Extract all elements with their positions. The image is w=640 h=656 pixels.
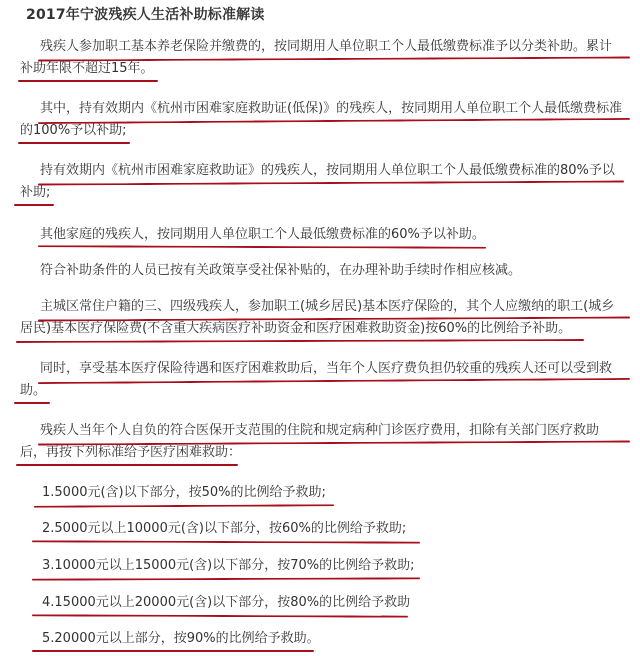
underline-mark <box>32 577 420 580</box>
paragraph-line: 其中，持有效期内《杭州市困难家庭救助证(低保)》的残疾人，按同期用人单位职工个人最低缴费标准 <box>40 101 623 116</box>
paragraph-line: 残疾人参加职工基本养老保险并缴费的，按同期用人单位职工个人最低缴费标准予以分类补助。累计 <box>40 39 613 54</box>
underline-mark <box>16 464 238 466</box>
underline-mark <box>18 142 130 144</box>
paragraph-line: 的100%予以补助; <box>20 123 127 138</box>
page-title: 2017年宁波残疾人生活补助标准解读 <box>26 7 265 23</box>
paragraph-line: 主城区常住户籍的三、四级残疾人，参加职工(城乡居民)基本医疗保险的，其个人应缴纳的职工(城乡 <box>40 299 615 314</box>
paragraph-line: 补助年限不超过15年。 <box>20 61 154 76</box>
underline-mark <box>14 204 54 206</box>
paragraph-line: 持有效期内《杭州市困难家庭救助证》的残疾人，按同期用人单位职工个人最低缴费标准的80%予以 <box>40 163 615 178</box>
list-item: 3.10000元以上15000元(含)以下部分，按70%的比例给予救助; <box>42 558 415 573</box>
list-item: 1.5000元(含)以下部分，按50%的比例给予救助; <box>42 485 326 500</box>
list-item: 4.15000元以上20000元(含)以下部分，按80%的比例给予救助 <box>42 595 411 610</box>
paragraph-line: 符合补助条件的人员已按有关政策享受社保补贴的，在办理补助手续时作相应核减。 <box>40 263 522 278</box>
paragraph-line: 补助; <box>20 185 51 200</box>
paragraph-line: 后，再按下列标准给予医疗困难救助： <box>20 445 242 460</box>
paragraph-line: 助。 <box>20 383 47 398</box>
paragraph-deduction-note <box>20 260 628 282</box>
paragraph-line: 残疾人当年个人自负的符合医保开支范围的住院和规定病种门诊医疗费用，扣除有关部门医疗救助 <box>40 423 600 438</box>
underline-mark <box>14 402 50 404</box>
underline-mark <box>32 650 314 652</box>
underline-mark <box>32 614 408 617</box>
underline-mark <box>38 245 486 249</box>
underline-mark <box>18 80 158 82</box>
paragraph-line: 居民)基本医疗保险费(不含重大疾病医疗补助资金和医疗困难救助资金)按60%的比例给予补助。 <box>20 321 572 336</box>
underline-mark <box>32 540 420 543</box>
paragraph-line: 同时，享受基本医疗保险待遇和医疗困难救助后，当年个人医疗费负担仍较重的残疾人还可以受到救 <box>40 361 613 376</box>
underline-mark <box>34 504 334 508</box>
list-item: 2.5000元以上10000元(含)以下部分，按60%的比例给予救助; <box>42 521 407 536</box>
list-item: 5.20000元以上部分，按90%的比例给予救助。 <box>42 631 320 646</box>
paragraph-line: 其他家庭的残疾人，按同期用人单位职工个人最低缴费标准的60%予以补助。 <box>40 227 485 242</box>
paragraph-other-families <box>20 224 628 246</box>
